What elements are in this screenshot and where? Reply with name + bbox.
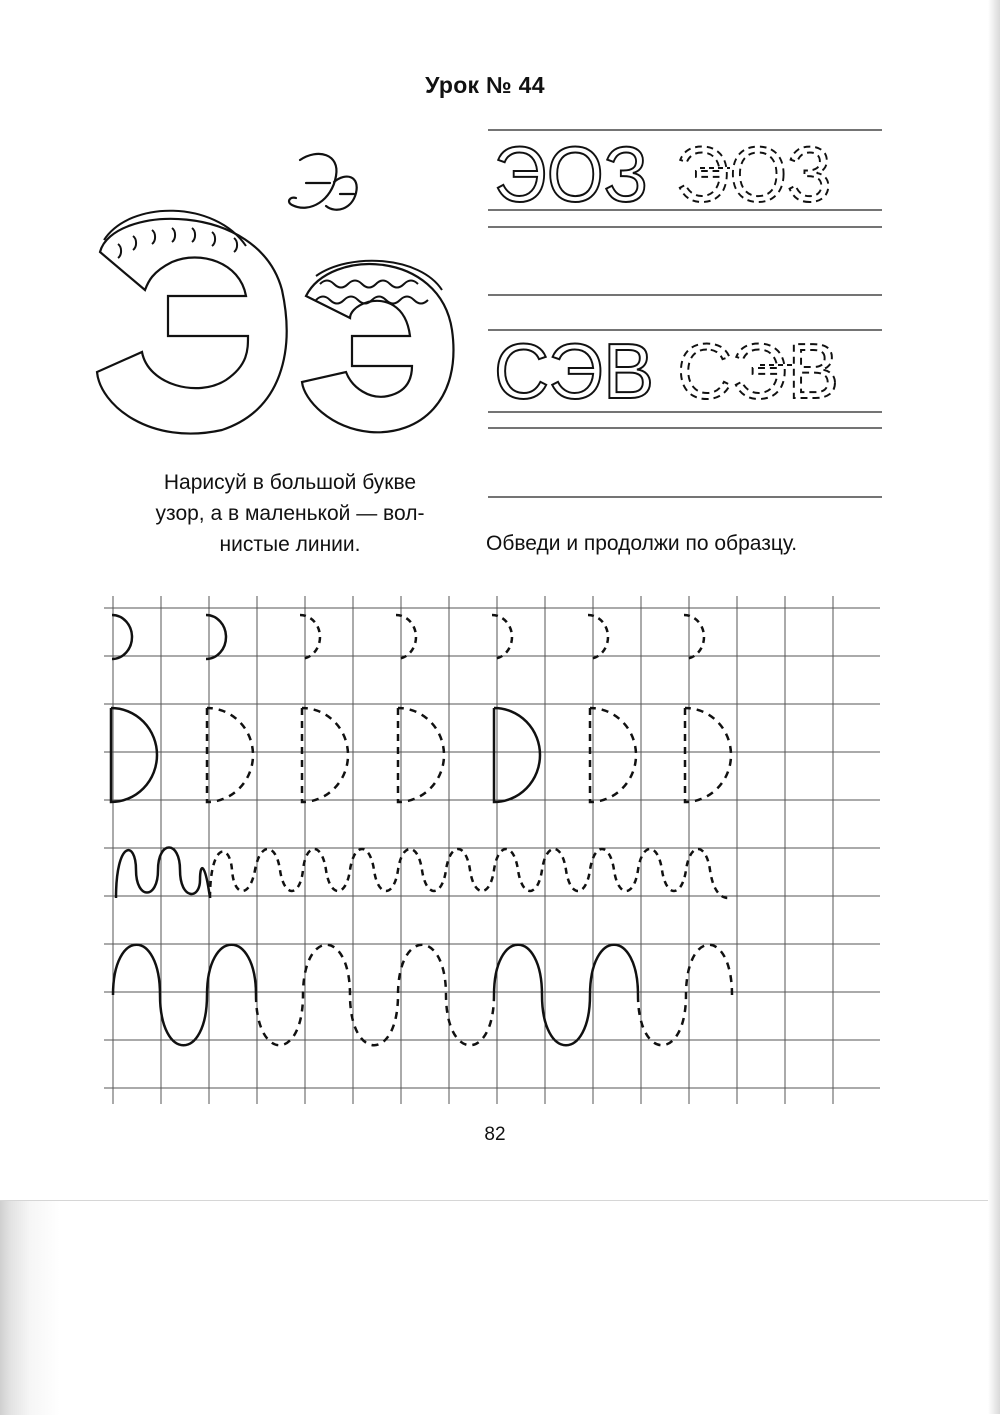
copy-words xyxy=(494,130,839,415)
page-number: 82 xyxy=(484,1124,506,1145)
row-small-arcs xyxy=(112,615,704,659)
copy-trace-2: СЭВ xyxy=(677,327,839,415)
instruction-left xyxy=(100,467,480,560)
lesson-title: Урок № 44 xyxy=(425,72,545,98)
scan-bottom-edge xyxy=(0,1200,1000,1415)
grid xyxy=(104,596,880,1104)
copy-sample-1: ЭОЗ xyxy=(494,130,648,218)
copy-sample-2: СЭВ xyxy=(494,327,654,415)
instruction-left-line-2: узор, а в маленькой — вол- xyxy=(155,502,425,525)
row-small-waves xyxy=(116,848,728,899)
instruction-left-line-1: Нарисуй в большой букве xyxy=(163,471,417,494)
instruction-left-line-3: нистые линии. xyxy=(219,533,361,556)
row-big-waves xyxy=(113,945,732,1046)
big-letter-upper xyxy=(97,219,287,434)
big-letter-lower xyxy=(302,264,453,432)
instruction-right: Обведи и продолжи по образцу. xyxy=(486,532,798,555)
copy-trace-1: ЭОЗ xyxy=(676,130,832,218)
row-big-halfdisks xyxy=(111,708,731,802)
scan-right-edge xyxy=(988,0,1000,1414)
script-letters xyxy=(289,154,357,210)
